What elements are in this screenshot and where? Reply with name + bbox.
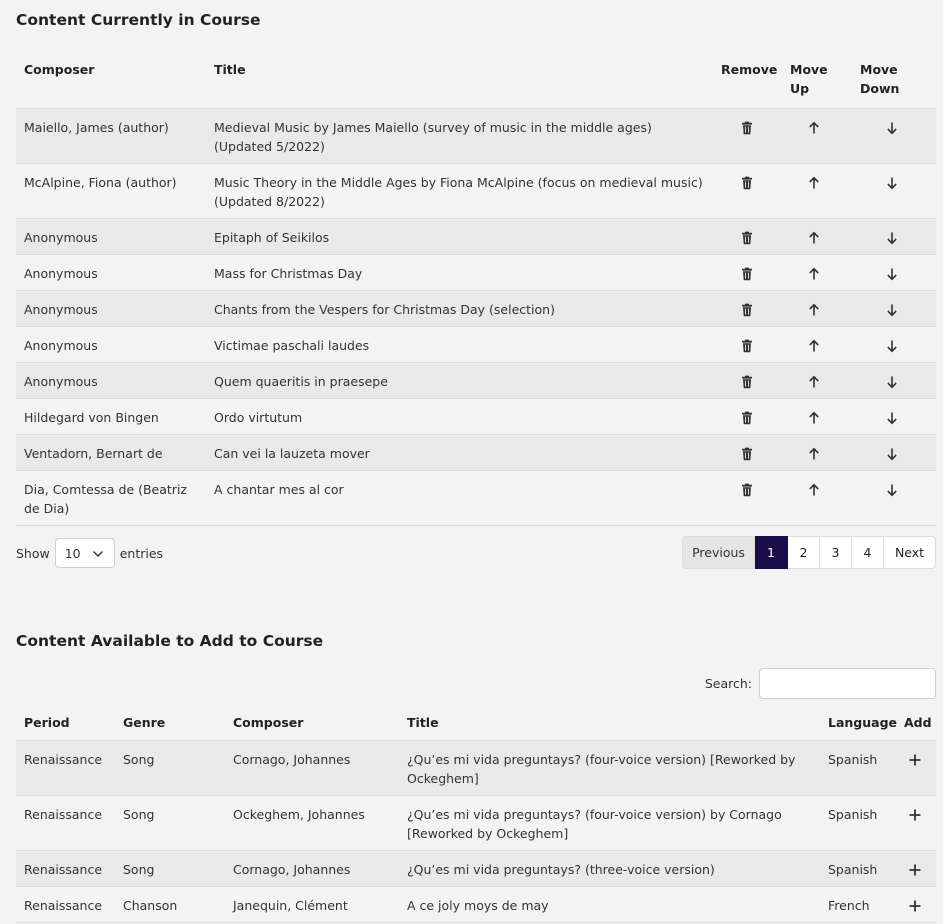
course-section-title: Content Currently in Course <box>16 11 261 29</box>
row-composer: Anonymous <box>24 229 98 245</box>
trash-icon[interactable] <box>740 231 754 245</box>
table-row <box>16 434 936 470</box>
trash-icon[interactable] <box>740 483 754 497</box>
pagination-page-1[interactable]: 1 <box>755 536 788 569</box>
table-row <box>16 290 936 326</box>
row-language: French <box>828 897 870 913</box>
trash-icon[interactable] <box>740 121 754 135</box>
arrow-up-icon[interactable] <box>807 176 821 190</box>
pagination-page-4[interactable]: 4 <box>852 536 884 569</box>
column-header-composer[interactable]: Composer <box>233 715 304 730</box>
plus-icon[interactable] <box>908 808 922 822</box>
row-composer: Dia, Comtessa de (Beatriz de Dia) <box>24 481 187 516</box>
trash-icon[interactable] <box>740 411 754 425</box>
plus-icon[interactable] <box>908 899 922 913</box>
row-period: Renaissance <box>24 897 103 913</box>
table-row <box>16 850 936 886</box>
column-header-period[interactable]: Period <box>24 715 70 730</box>
arrow-up-icon[interactable] <box>807 231 821 245</box>
column-header-language[interactable]: Language <box>828 715 898 730</box>
column-header-remove: Remove <box>721 62 778 77</box>
trash-icon[interactable] <box>740 375 754 389</box>
table-row <box>16 326 936 362</box>
plus-icon[interactable] <box>908 863 922 877</box>
table-row <box>16 795 936 850</box>
row-title: Victimae paschali laudes <box>214 337 370 353</box>
table-header-row <box>16 713 936 740</box>
column-header-move-up: Move Up <box>790 62 828 96</box>
row-period: Renaissance <box>24 806 103 822</box>
row-composer: Anonymous <box>24 373 98 389</box>
arrow-up-icon[interactable] <box>807 121 821 135</box>
row-title: Epitaph of Seikilos <box>214 229 330 245</box>
available-section-title: Content Available to Add to Course <box>16 632 324 650</box>
chevron-down-icon <box>92 548 104 563</box>
arrow-down-icon[interactable] <box>885 483 899 497</box>
row-language: Spanish <box>828 861 878 877</box>
column-header-title[interactable]: Title <box>407 715 439 730</box>
entries-per-page-select[interactable] <box>55 538 115 568</box>
arrow-up-icon[interactable] <box>807 267 821 281</box>
row-genre: Song <box>123 861 155 877</box>
table-row <box>16 108 936 163</box>
arrow-down-icon[interactable] <box>885 267 899 281</box>
pagination-next-button[interactable]: Next <box>884 536 936 569</box>
arrow-up-icon[interactable] <box>807 411 821 425</box>
pagination <box>682 536 936 569</box>
row-composer: Hildegard von Bingen <box>24 409 159 425</box>
arrow-up-icon[interactable] <box>807 339 821 353</box>
table-row <box>16 163 936 218</box>
row-title: Quem quaeritis in praesepe <box>214 373 388 389</box>
row-period: Renaissance <box>24 751 103 767</box>
available-content-table <box>16 713 936 923</box>
row-composer: Ockeghem, Johannes <box>233 806 365 822</box>
show-label: Show <box>16 545 50 561</box>
row-title: Mass for Christmas Day <box>214 265 363 281</box>
table-row <box>16 886 936 922</box>
trash-icon[interactable] <box>740 339 754 353</box>
row-title: A chantar mes al cor <box>214 481 344 497</box>
table-row <box>16 398 936 434</box>
arrow-down-icon[interactable] <box>885 339 899 353</box>
row-title: Chants from the Vespers for Christmas Day (selection) <box>214 301 555 317</box>
column-header-composer[interactable]: Composer <box>24 62 95 77</box>
row-composer: Anonymous <box>24 301 98 317</box>
search-label: Search: <box>704 676 752 691</box>
row-title: ¿Qu’es mi vida preguntays? (four-voice version) [Reworked by Ockeghem] <box>407 751 796 786</box>
course-content-table <box>16 60 936 526</box>
column-header-genre[interactable]: Genre <box>123 715 166 730</box>
search-input[interactable] <box>759 668 936 699</box>
row-genre: Chanson <box>123 897 178 913</box>
arrow-up-icon[interactable] <box>807 483 821 497</box>
arrow-down-icon[interactable] <box>885 121 899 135</box>
table-row <box>16 362 936 398</box>
trash-icon[interactable] <box>740 447 754 461</box>
search-control <box>705 668 936 699</box>
row-composer: Anonymous <box>24 265 98 281</box>
row-composer: Janequin, Clément <box>233 897 348 913</box>
table-row <box>16 254 936 290</box>
pagination-page-2[interactable]: 2 <box>788 536 820 569</box>
entries-per-page-value: 10 <box>64 545 81 561</box>
row-title: Medieval Music by James Maiello (survey of music in the middle ages) (Updated 5/2022) <box>214 119 652 154</box>
row-composer: Cornago, Johannes <box>233 751 351 767</box>
row-title: ¿Qu’es mi vida preguntays? (four-voice version) by Cornago [Reworked by Ockeghem] <box>407 806 782 841</box>
plus-icon[interactable] <box>908 753 922 767</box>
arrow-down-icon[interactable] <box>885 303 899 317</box>
arrow-down-icon[interactable] <box>885 411 899 425</box>
trash-icon[interactable] <box>740 267 754 281</box>
entries-length-control <box>16 537 163 569</box>
row-genre: Song <box>123 751 155 767</box>
column-header-add: Add <box>904 715 932 730</box>
table-row <box>16 470 936 525</box>
arrow-down-icon[interactable] <box>885 231 899 245</box>
entries-label: entries <box>119 545 164 561</box>
table-row <box>16 740 936 795</box>
arrow-up-icon[interactable] <box>807 375 821 389</box>
pagination-page-3[interactable]: 3 <box>820 536 852 569</box>
row-composer: McAlpine, Fiona (author) <box>24 174 177 190</box>
row-title: ¿Qu’es mi vida preguntays? (three-voice version) <box>407 861 715 877</box>
row-composer: Maiello, James (author) <box>24 119 169 135</box>
pagination-previous-button[interactable]: Previous <box>682 536 755 569</box>
row-composer: Cornago, Johannes <box>233 861 351 877</box>
row-genre: Song <box>123 806 155 822</box>
row-title: Music Theory in the Middle Ages by Fiona McAlpine (focus on medieval music) (Updated 8/2022) <box>214 174 703 209</box>
arrow-down-icon[interactable] <box>885 447 899 461</box>
row-title: Ordo virtutum <box>214 409 303 425</box>
row-composer: Ventadorn, Bernart de <box>24 445 163 461</box>
row-title: Can vei la lauzeta mover <box>214 445 370 461</box>
row-title: A ce joly moys de may <box>407 897 549 913</box>
column-header-title[interactable]: Title <box>214 62 246 77</box>
trash-icon[interactable] <box>740 176 754 190</box>
row-composer: Anonymous <box>24 337 98 353</box>
arrow-up-icon[interactable] <box>807 303 821 317</box>
arrow-up-icon[interactable] <box>807 447 821 461</box>
table-header-row <box>16 60 936 108</box>
arrow-down-icon[interactable] <box>885 375 899 389</box>
row-period: Renaissance <box>24 861 103 877</box>
row-language: Spanish <box>828 806 878 822</box>
arrow-down-icon[interactable] <box>885 176 899 190</box>
row-language: Spanish <box>828 751 878 767</box>
trash-icon[interactable] <box>740 303 754 317</box>
column-header-move-down: Move Down <box>860 62 900 96</box>
table-row <box>16 218 936 254</box>
